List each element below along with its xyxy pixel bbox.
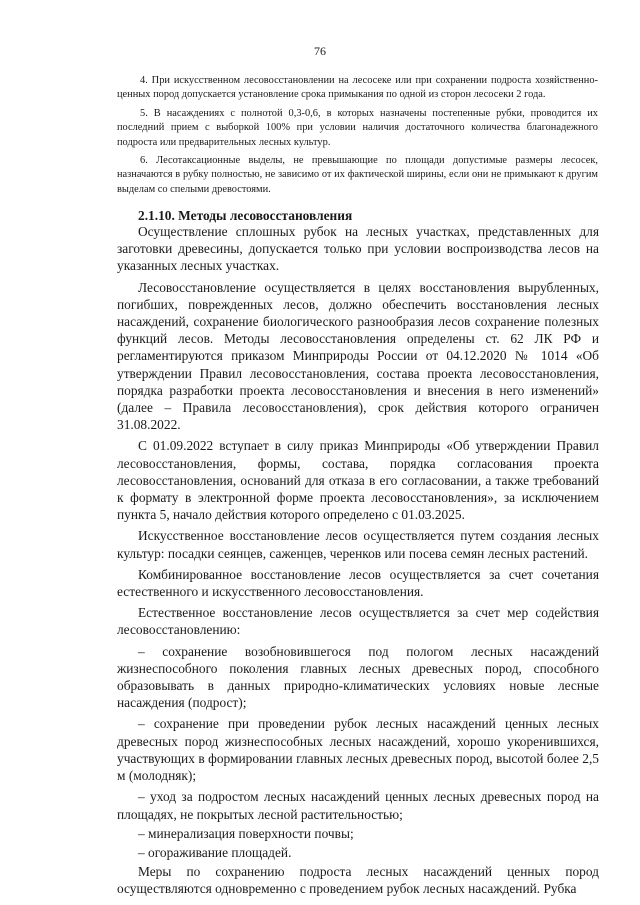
list-item: – огораживание площадей.	[138, 844, 292, 860]
small-text-block	[117, 74, 598, 201]
paragraph: 4. При искусственном лесовосстановлении на лесосеке или при сохранении подроста хозяйственно-ценных пород допускается установление срока примыкания по одной из сторон лесосеки 2 года.	[117, 75, 598, 101]
list-item: – минерализация поверхности почвы;	[138, 825, 354, 841]
paragraph: Меры по сохранению подроста лесных насаждений ценных пород осуществляются одновременно с проведением рубок лесных насаждений. Рубка	[117, 864, 599, 897]
paragraph: Искусственное восстановление лесов осуществляется путем создания лесных культур: посадки сеянцев, саженцев, черенков или посева семян лесных растений.	[117, 528, 599, 561]
paragraph: Лесовосстановление осуществляется в целях восстановления вырубленных, погибших, поврежденных лесов, должно обеспечить восстановления лесных насаждений, сохранение биологического разнообразия лесов сохранение полезных функций лесов. Методы лесовосстановления определены ст. 62 ЛК РФ и регламентируются приказом Минприроды России от 04.12.2020 № 1014 «Об утверждении Правил лесовосстановления, состава проекта лесовосстановления, порядка разработки проекта лесовосстановления и внесения в него изменений» (далее – Правила лесовосстановления), срок действия которого ограничен 31.08.2022.	[117, 279, 599, 433]
paragraph: 5. В насаждениях с полнотой 0,3-0,6, в которых назначены постепенные рубки, проводится их последний прием с выборкой 100% при условии наличия достаточного количества благонадежного подроста или предварительных лесных культур.	[117, 107, 598, 148]
paragraph: Естественное восстановление лесов осуществляется за счет мер содействия лесовосстановлению:	[117, 605, 599, 638]
paragraph: 6. Лесотаксационные выделы, не превышающие по площади допустимые размеры лесосек, назначаются в рубку полностью, не зависимо от их фактической ширины, если они не примыкают к другим выделам со спелыми древостоями.	[117, 155, 598, 195]
paragraph: С 01.09.2022 вступает в силу приказ Минприроды «Об утверждении Правил лесовосстановления, формы, состава, порядка согласования проекта лесовосстановления, оснований для отказа в его согласовании, а также требований к формату в электронной форме проекта лесовосстановления», за исключением пункта 5, начало действия которого определено с 01.03.2025.	[117, 438, 599, 523]
list-item: – сохранение при проведении рубок лесных насаждений ценных лесных древесных пород жизнеспособных лесных насаждений, хорошо укоренившихся, участвующих в формировании главных лесных древесных пород, высотой более 2,5 м (молодняк);	[117, 716, 599, 784]
list-item: – уход за подростом лесных насаждений ценных лесных древесных пород на площадях, не покрытых лесной растительностью;	[117, 789, 599, 822]
page-number: 76	[314, 44, 326, 58]
main-text-block	[117, 223, 599, 898]
paragraph: Комбинированное восстановление лесов осуществляется за счет сочетания естественного и искусственного лесовосстановления.	[117, 566, 599, 600]
section-heading: 2.1.10. Методы лесовосстановления	[138, 208, 353, 223]
list-item: – сохранение возобновившегося под пологом лесных насаждений жизнеспособного поколения главных лесных древесных пород, способного образовывать в данных природно-климатических условиях новые лесные насаждения (подрост);	[117, 643, 599, 711]
paragraph: Осуществление сплошных рубок на лесных участках, представленных для заготовки древесины, допускается только при условии воспроизводства лесов на указанных лесных участках.	[117, 224, 599, 274]
